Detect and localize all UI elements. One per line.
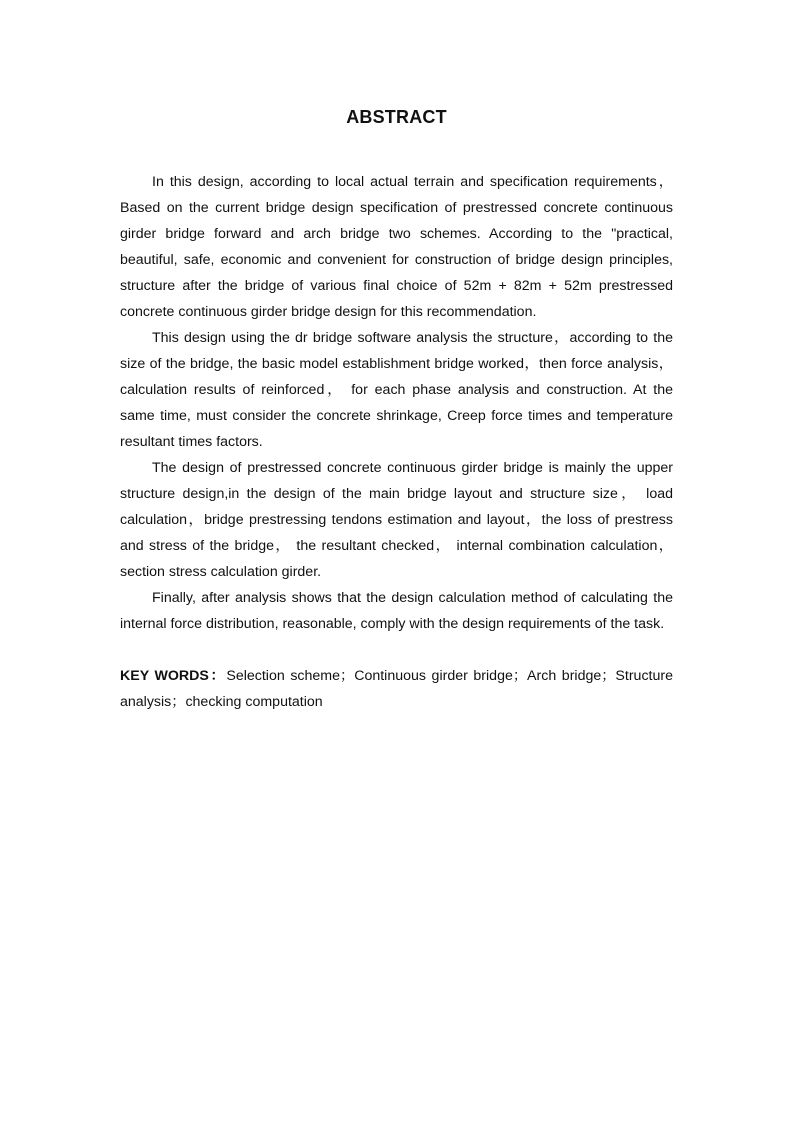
keywords-label: KEY WORDS： (120, 668, 227, 684)
abstract-page (120, 105, 673, 715)
abstract-title: ABSTRACT (346, 107, 447, 127)
keywords-line (120, 663, 673, 715)
abstract-paragraph-4: Finally, after analysis shows that the design calculation method of calculating the internal force distribution, reasonable, comply with the design requirements of the task. (120, 590, 673, 632)
abstract-paragraph-1: In this design, according to local actual terrain and specification requirements，Based on the current bridge design specification of prestressed concrete continuous girder bridge forward and arch bridge two schemes. According to the "practical, beautiful, safe, economic and convenient for construction of bridge design principles, structure after the bridge of various final choice of 52m + 82m + 52m prestressed concrete continuous girder bridge design for this recommendation. (120, 174, 673, 320)
abstract-paragraph-2: This design using the dr bridge software analysis the structure，according to the size of the bridge, the basic model establishment bridge worked，then force analysis，calculation results of reinforced， for each phase analysis and construction. At the same time, must consider the concrete shrinkage, Creep force times and temperature resultant times factors. (120, 330, 673, 450)
keywords-text: Selection scheme；Continuous girder bridge；Arch bridge；Structure analysis；checking computation (120, 668, 673, 710)
abstract-paragraph-3: The design of prestressed concrete continuous girder bridge is mainly the upper structure design,in the design of the main bridge layout and structure size， load calculation，bridge prestressing tendons estimation and layout，the loss of prestress and stress of the bridge， the resultant checked， internal combination calculation， section stress calculation girder. (120, 460, 673, 580)
